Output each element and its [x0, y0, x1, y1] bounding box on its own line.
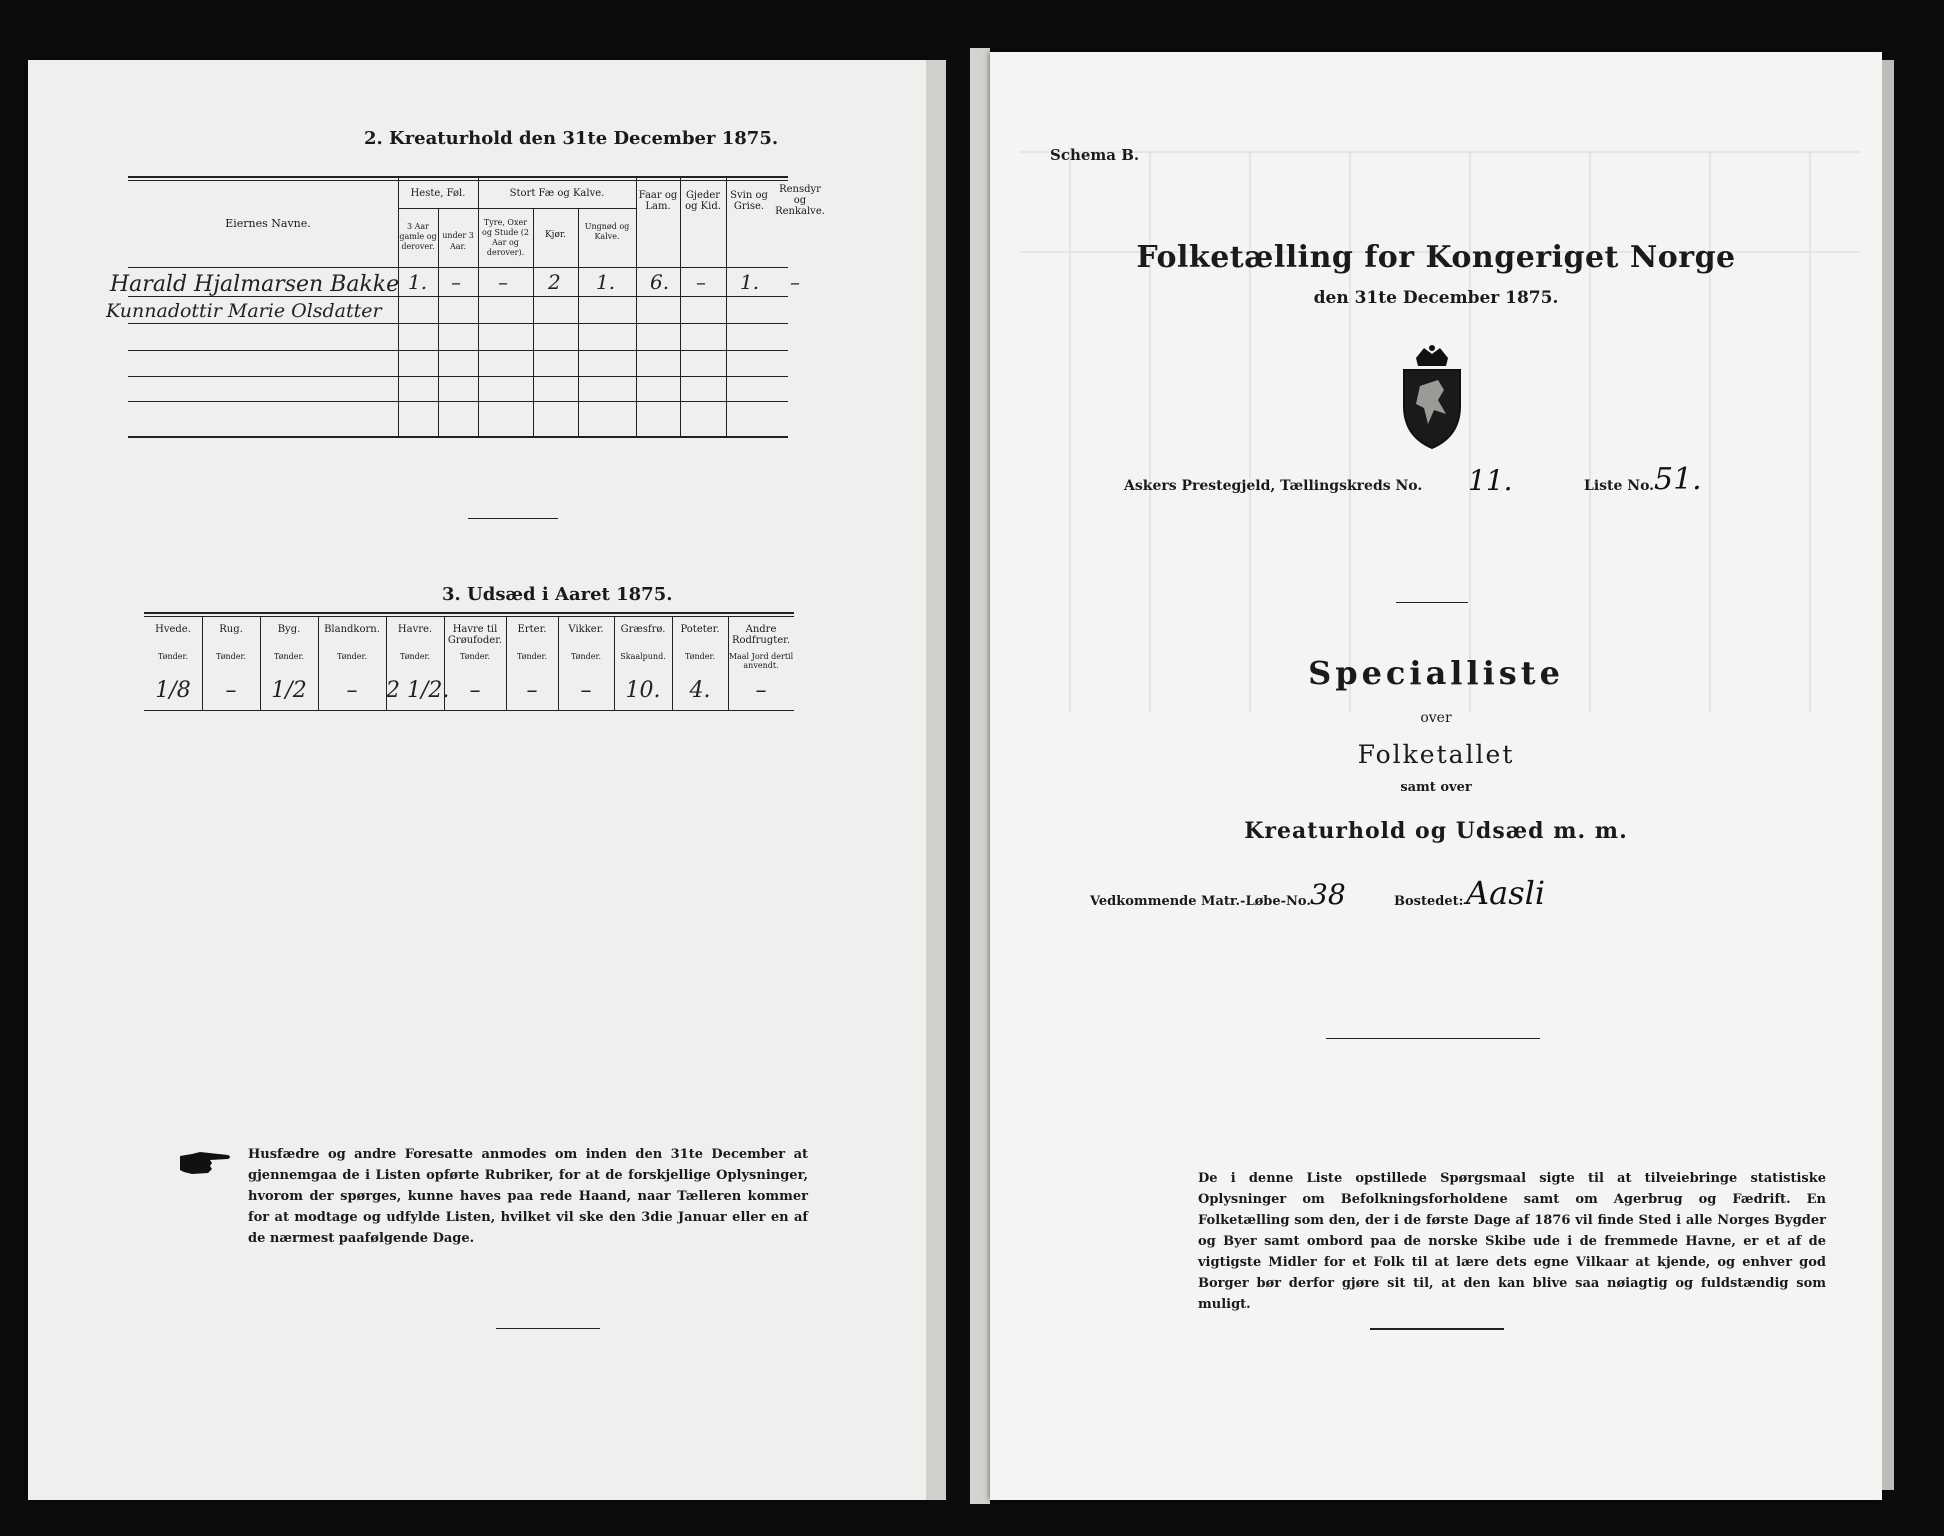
udsaed-col-name: Vikker.	[568, 624, 604, 635]
udsaed-col-unit: Skaalpund.	[620, 652, 666, 661]
val-rensdyr: –	[790, 270, 800, 294]
udsaed-col-10	[728, 616, 794, 710]
table-row-line	[128, 376, 788, 377]
udsaed-col-unit: Tønder.	[570, 652, 602, 661]
udsaed-value: –	[346, 678, 358, 703]
page-stack-edge	[1882, 60, 1894, 1490]
stort-fae-header: Stort Fæ og Kalve.	[509, 188, 605, 199]
left-page	[28, 60, 926, 1500]
divider-rule	[1396, 602, 1468, 603]
col-faar: Faar og Lam.	[638, 190, 678, 212]
kreaturhold-title: Kreaturhold og Udsæd m. m.	[1244, 818, 1628, 844]
matr-number: 38	[1310, 878, 1346, 911]
udsaed-col-0	[144, 616, 203, 710]
udsaed-col-4	[386, 616, 450, 710]
udsaed-value: –	[526, 678, 538, 703]
val-heste-over3: 1.	[408, 270, 428, 294]
udsaed-col-name: Poteter.	[680, 624, 720, 635]
col-divider	[726, 176, 727, 438]
udsaed-table	[144, 616, 794, 712]
udsaed-col-name: Havre.	[397, 624, 433, 635]
bostedet-label: Bostedet:	[1394, 894, 1464, 909]
udsaed-value: 1/8	[155, 678, 191, 703]
udsaed-value: –	[469, 678, 481, 703]
val-ungnod: 1.	[596, 270, 616, 294]
udsaed-col-1	[202, 616, 261, 710]
val-heste-under3: –	[451, 270, 461, 294]
specialliste-title: Specialliste	[1308, 654, 1564, 692]
udsaed-col-unit: Maal Jord dertil anvendt.	[728, 652, 794, 670]
udsaed-col-unit: Tønder.	[215, 652, 247, 661]
kreds-number: 11.	[1468, 464, 1513, 497]
owner-name-row2: Kunnadottir Marie Olsdatter	[106, 300, 382, 322]
udsaed-col-name: Byg.	[277, 624, 301, 635]
udsaed-col-3	[318, 616, 387, 710]
col-kjer: Kjør.	[544, 230, 567, 240]
over-text-1: over	[1420, 710, 1452, 726]
matr-label: Vedkommende Matr.-Løbe-No.	[1090, 894, 1311, 909]
col-tyre: Tyre, Oxer og Stude (2 Aar og derover).	[482, 218, 529, 257]
col-rensdyr: Rensdyr og Renkalve.	[775, 184, 825, 217]
section3-title: 3. Udsæd i Aaret 1875.	[442, 584, 673, 605]
udsaed-col-9	[672, 616, 729, 710]
bostedet-value: Aasli	[1466, 874, 1546, 912]
val-gjeder: –	[696, 270, 706, 294]
separator-rule	[468, 518, 558, 519]
table-header-rule	[128, 267, 788, 268]
owner-name-row1: Harald Hjalmarsen Bakke	[110, 272, 400, 297]
udsaed-col-name: Blandkorn.	[324, 624, 380, 635]
table-bottom-rule	[128, 436, 788, 438]
prestegjeld-label: Askers Prestegjeld, Tællingskreds No.	[1124, 478, 1423, 494]
udsaed-value: 4.	[689, 678, 711, 703]
section2-title: 2. Kreaturhold den 31te December 1875.	[364, 128, 779, 149]
samt-over-text: samt over	[1400, 780, 1472, 795]
udsaed-col-name: Hvede.	[155, 624, 191, 635]
footer-rule	[496, 1328, 600, 1329]
footer-rule-right	[1370, 1328, 1504, 1330]
col-divider	[636, 176, 637, 438]
udsaed-col-name: Rug.	[219, 624, 243, 635]
table-row-line	[128, 350, 788, 351]
col-ungnod: Ungnød og Kalve.	[584, 222, 630, 241]
udsaed-value: 2 1/2.	[386, 678, 450, 703]
udsaed-col-unit: Tønder.	[684, 652, 716, 661]
group-rule	[398, 208, 478, 209]
udsaed-col-name: Erter.	[517, 624, 547, 635]
udsaed-col-unit: Tønder.	[399, 652, 431, 661]
col-divider	[398, 176, 399, 438]
udsaed-value: –	[755, 678, 767, 703]
val-svin: 1.	[740, 270, 760, 294]
udsaed-col-name: Havre til Grøufoder.	[447, 624, 503, 646]
udsaed-col-unit: Tønder.	[157, 652, 189, 661]
udsaed-col-5	[444, 616, 507, 710]
main-title: Folketælling for Kongeriget Norge	[1136, 240, 1736, 275]
udsaed-value: 10.	[625, 678, 661, 703]
val-faar: 6.	[650, 270, 670, 294]
udsaed-col-6	[506, 616, 559, 710]
table-top-rule	[128, 176, 788, 178]
col-divider	[680, 176, 681, 438]
col-svin: Svin og Grise.	[730, 190, 768, 212]
udsaed-col-7	[558, 616, 615, 710]
footnote-text: Husfædre og andre Foresatte anmodes om inden den 31te December at gjennemgaa de i Listen opførte Rubriker, for at de forskjellige Oplysninger, hvorom der spørges, kunne haves paa rede Haand, naar Tælleren kommer for at modtage og udfylde Listen, hvilket vil ske den 3die Januar eller en af de nærmest paafølgende Dage.	[248, 1147, 808, 1246]
right-page-edge	[970, 48, 990, 1504]
table-top-rule-2	[128, 180, 788, 181]
intro-paragraph: De i denne Liste opstillede Spørgsmaal sigte til at tilveiebringe statistiske Oplysninger om Befolkningsforholdene samt om Agerbrug og Fædrift. En Folketælling som den, der i de første Dage af 1876 vil finde Sted i alle Norges Bygder og Byer samt ombord paa de norske Skibe ude i de fremmede Havne, er et af de vigtigste Midler for et Folk til at lære dets egne Vilkaar at kjende, og enhver god Borger bør derfor gjøre sit til, at den kan blive saa nøiagtig og fuldstændig som muligt.	[1198, 1171, 1826, 1312]
udsaed-col-8	[614, 616, 673, 710]
col-gjeder: Gjeder og Kid.	[685, 190, 721, 212]
table-row-line	[128, 401, 788, 402]
udsaed-col-name: Andre Rodfrugter.	[731, 624, 791, 646]
val-tyre: –	[498, 270, 508, 294]
val-kjer: 2	[548, 270, 561, 294]
owner-header: Eiernes Navne.	[225, 217, 311, 230]
census-date: den 31te December 1875.	[1313, 288, 1559, 308]
pointing-hand-icon	[178, 1150, 234, 1178]
udsaed-col-2	[260, 616, 319, 710]
left-page-edge	[926, 60, 946, 1500]
liste-label: Liste No.	[1584, 478, 1655, 494]
col-divider	[578, 208, 579, 438]
udsaed-top-rule	[144, 612, 794, 614]
udsaed-value: –	[580, 678, 592, 703]
col-divider	[533, 208, 534, 438]
table-row-line	[128, 323, 788, 324]
folketallet-text: Folketallet	[1357, 740, 1515, 769]
col-divider	[478, 176, 479, 438]
group-rule	[478, 208, 636, 209]
udsaed-value: 1/2	[271, 678, 307, 703]
liste-number: 51.	[1654, 462, 1702, 497]
schema-label: Schema B.	[1050, 146, 1140, 164]
udsaed-col-unit: Tønder.	[273, 652, 305, 661]
heste-header: Heste, Føl.	[410, 188, 466, 199]
udsaed-col-unit: Tønder.	[459, 652, 491, 661]
udsaed-value: –	[225, 678, 237, 703]
udsaed-col-unit: Tønder.	[516, 652, 548, 661]
right-page	[990, 52, 1882, 1500]
udsaed-col-unit: Tønder.	[336, 652, 368, 661]
coat-of-arms-icon	[1394, 344, 1470, 452]
divider-rule-2	[1326, 1038, 1540, 1039]
udsaed-col-name: Græsfrø.	[620, 624, 666, 635]
col-heste-under3: under 3 Aar.	[442, 231, 474, 251]
col-heste-over3: 3 Aar gamle og derover.	[399, 222, 437, 251]
